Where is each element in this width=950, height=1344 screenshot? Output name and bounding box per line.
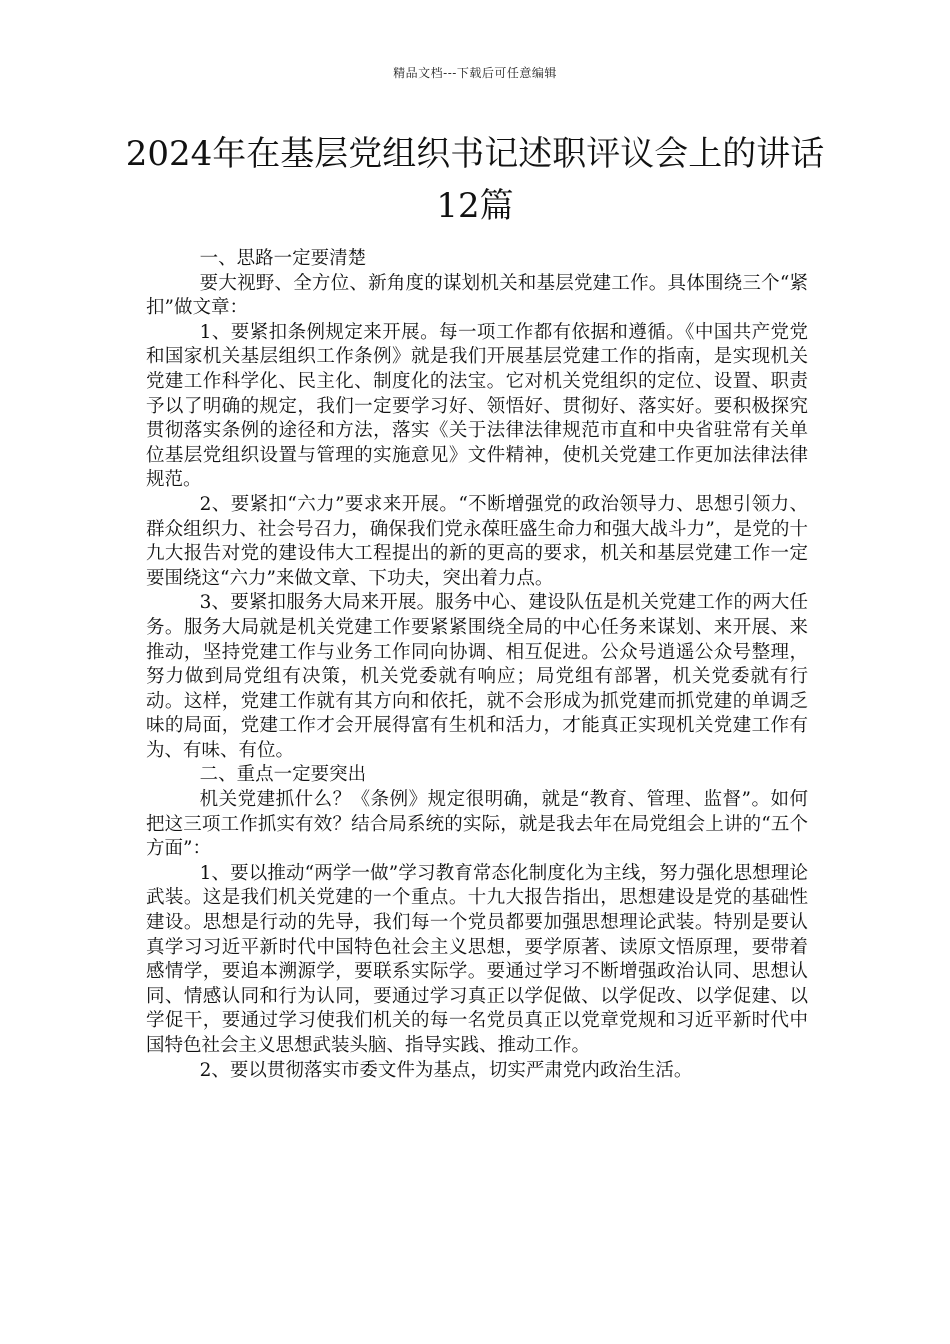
body-paragraph: 机关党建抓什么？《条例》规定很明确，就是“教育、管理、监督”。如何把这三项工作抓实有效？结合局系统的实际，就是我去年在局党组会上讲的“五个方面”： [146,789,808,860]
body-paragraph: 要大视野、全方位、新角度的谋划机关和基层党建工作。具体围绕三个“紧扣”做文章： [146,272,808,319]
body-paragraph: 2、要以贯彻落实市委文件为基点，切实严肃党内政治生活。 [199,1059,693,1081]
body-paragraph: 3、要紧扣服务大局来开展。服务中心、建设队伍是机关党建工作的两大任务。服务大局就是机关党建工作要紧紧围绕全局的中心任务来谋划、来开展、来推动，坚持党建工作与业务工作同向协调、相互促进。公众号逍遥公众号整理，努力做到局党组有决策，机关党委就有响应；局党组有部署，机关党委就有行动。这样，党建工作就有其方向和依托，就不会形成为抓党建而抓党建的单调乏味的局面，党建工作才会开展得富有生机和活力，才能真正实现机关党建工作有为、有味、有位。 [146,592,808,761]
section-heading: 一、思路一定要清楚 [199,248,367,269]
body-paragraph: 2、要紧扣“六力”要求来开展。“不断增强党的政治领导力、思想引领力、群众组织力、社会号召力，确保我们党永葆旺盛生命力和强大战斗力”，是党的十九大报告对党的建设伟大工程提出的新的更高的要求，机关和基层党建工作一定要围绕这“六力”来做文章、下功夫，突出着力点。 [146,493,808,589]
document-title: 2024年在基层党组织书记述职评议会上的讲话12篇 [125,134,825,226]
document-body [146,247,808,1083]
section-heading: 二、重点一定要突出 [199,764,367,786]
body-paragraph: 1、要紧扣条例规定来开展。每一项工作都有依据和遵循。《中国共产党党和国家机关基层组织工作条例》就是我们开展基层党建工作的指南，是实现机关党建工作科学化、民主化、制度化的法宝。它对机关党组织的定位、设置、职责予以了明确的规定，我们一定要学习好、领悟好、贯彻好、落实好。要积极探究贯彻落实条例的途径和方法，落实《关于法律法律规范市直和中央省驻常有关单位基层党组织设置与管理的实施意见》文件精神，使机关党建工作更加法律法律规范。 [146,321,808,491]
header-note: 精品文档---下载后可任意编辑 [393,66,557,80]
body-paragraph: 1、要以推动“两学一做”学习教育常态化制度化为主线，努力强化思想理论武装。这是我们机关党建的一个重点。十九大报告指出，思想建设是党的基础性建设。思想是行动的先导，我们每一个党员都要加强思想理论武装。特别是要认真学习习近平新时代中国特色社会主义思想，要学原著、读原文悟原理，要带着感情学，要追本溯源学，要联系实际学。要通过学习不断增强政治认同、思想认同、情感认同和行为认同，要通过学习真正以学促做、以学促改、以学促建、以学促干，要通过学习使我们机关的每一名党员真正以党章党规和习近平新时代中国特色社会主义思想武装头脑、指导实践、推动工作。 [146,862,808,1056]
